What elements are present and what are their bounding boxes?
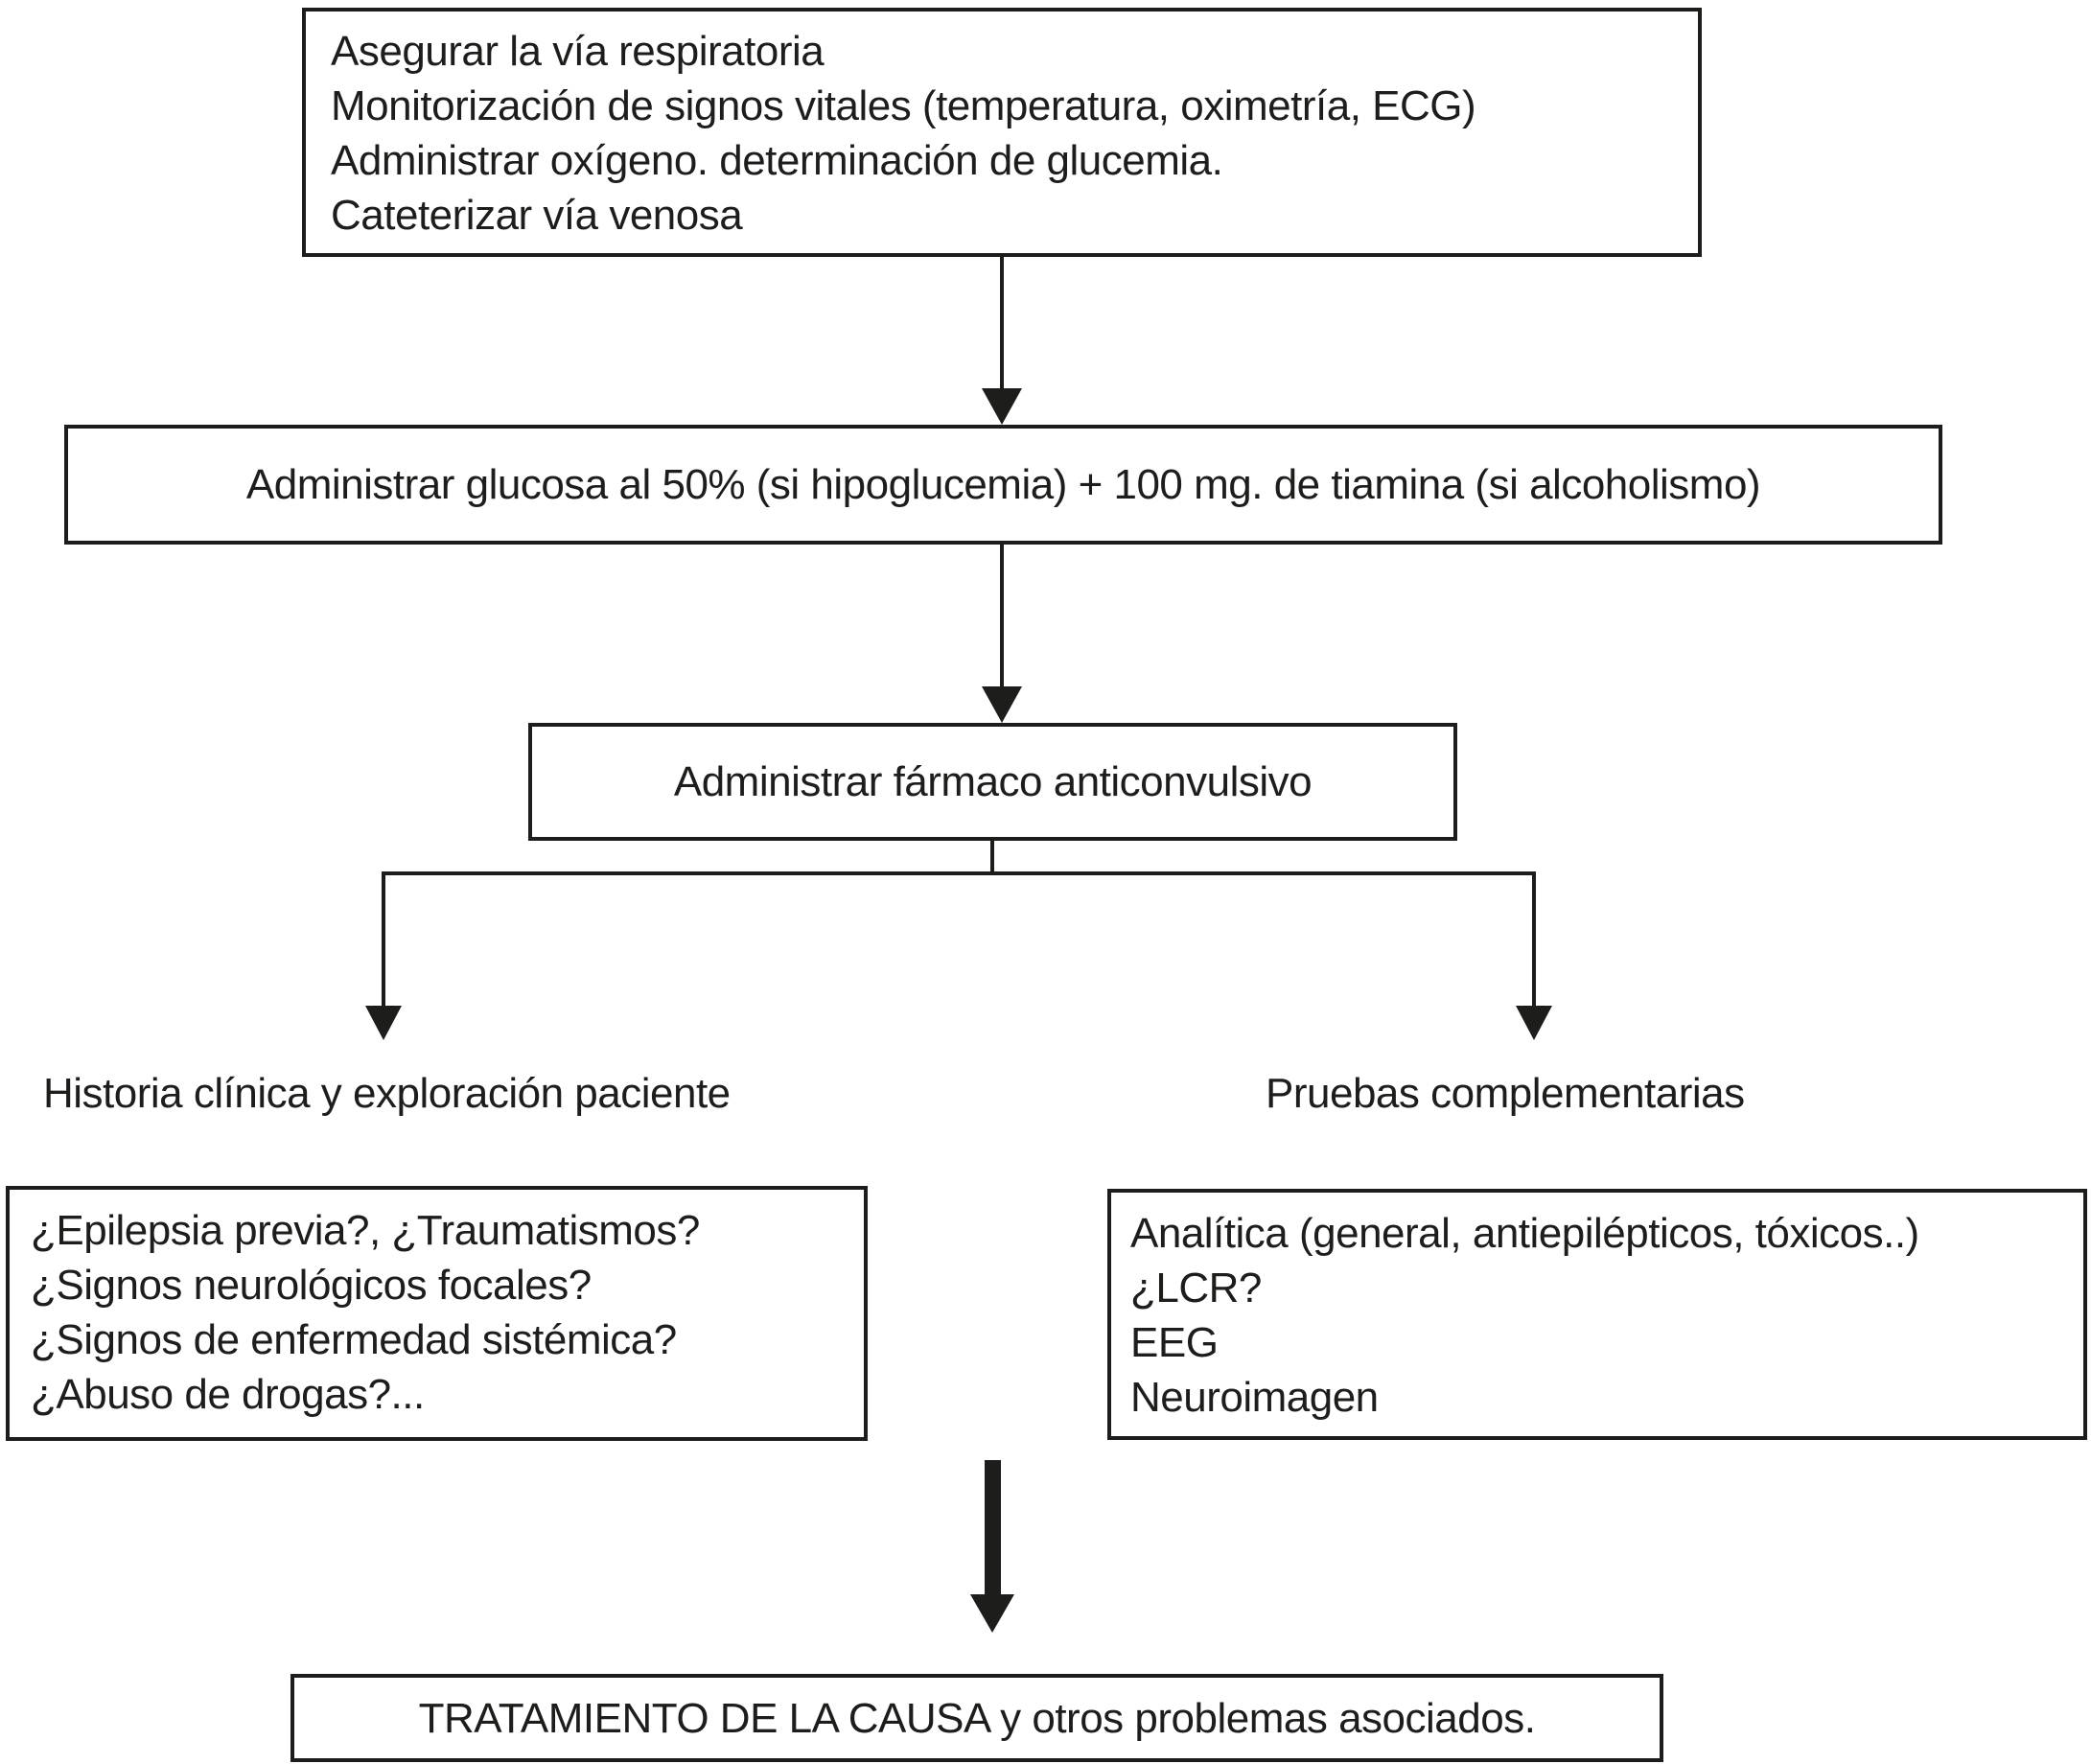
history-exam-line: ¿Abuso de drogas?... — [31, 1371, 425, 1418]
history-exam-line: ¿Epilepsia previa?, ¿Traumatismos? — [31, 1207, 700, 1254]
left-branch-label: Historia clínica y exploración paciente — [43, 1070, 731, 1117]
branch-horizontal-line — [382, 871, 1536, 875]
history-exam-line: ¿Signos de enfermedad sistémica? — [31, 1316, 677, 1363]
arrowhead-down-icon — [365, 1006, 402, 1040]
node-anticonvulsant-box — [528, 723, 1457, 841]
complementary-tests-line: Neuroimagen — [1130, 1374, 1379, 1421]
history-exam-line: ¿Signos neurológicos focales? — [31, 1262, 592, 1309]
thick-arrow-shaft — [985, 1460, 1001, 1594]
node-glucose-thiamine-box — [64, 425, 1942, 545]
node-complementary-tests-box — [1107, 1189, 2087, 1440]
connector-line-initial-to-glucose — [1000, 257, 1004, 388]
complementary-tests-line: EEG — [1130, 1319, 1219, 1366]
branch-left-line — [382, 871, 385, 1006]
arrowhead-down-icon — [970, 1594, 1014, 1633]
anticonvulsant-text: Administrar fármaco anticonvulsivo — [673, 758, 1313, 805]
complementary-tests-line: ¿LCR? — [1130, 1265, 1262, 1311]
treatment-text: TRATAMIENTO DE LA CAUSA y otros problemas asociados. — [418, 1694, 1536, 1742]
arrowhead-down-icon — [982, 388, 1022, 425]
branch-right-line — [1532, 871, 1536, 1006]
glucose-thiamine-text: Administrar glucosa al 50% (si hipoglucemia) + 100 mg. de tiamina (si alcoholismo) — [245, 461, 1761, 508]
connector-line-glucose-to-anticonvulsant — [1000, 545, 1004, 686]
node-treatment-box — [290, 1674, 1663, 1762]
branch-stub-line — [990, 841, 994, 871]
initial-measures-line: Asegurar la vía respiratoria — [331, 28, 825, 75]
right-branch-label: Pruebas complementarias — [1266, 1070, 1745, 1117]
arrowhead-down-icon — [1516, 1006, 1552, 1040]
initial-measures-line: Administrar oxígeno. determinación de glucemia. — [331, 137, 1223, 184]
node-history-exam-box — [6, 1186, 868, 1441]
arrowhead-down-icon — [982, 686, 1022, 723]
complementary-tests-line: Analítica (general, antiepilépticos, tóxicos..) — [1130, 1210, 1919, 1257]
initial-measures-line: Cateterizar vía venosa — [331, 192, 743, 239]
initial-measures-line: Monitorización de signos vitales (temperatura, oximetría, ECG) — [331, 82, 1476, 129]
node-initial-measures-box — [302, 8, 1702, 257]
